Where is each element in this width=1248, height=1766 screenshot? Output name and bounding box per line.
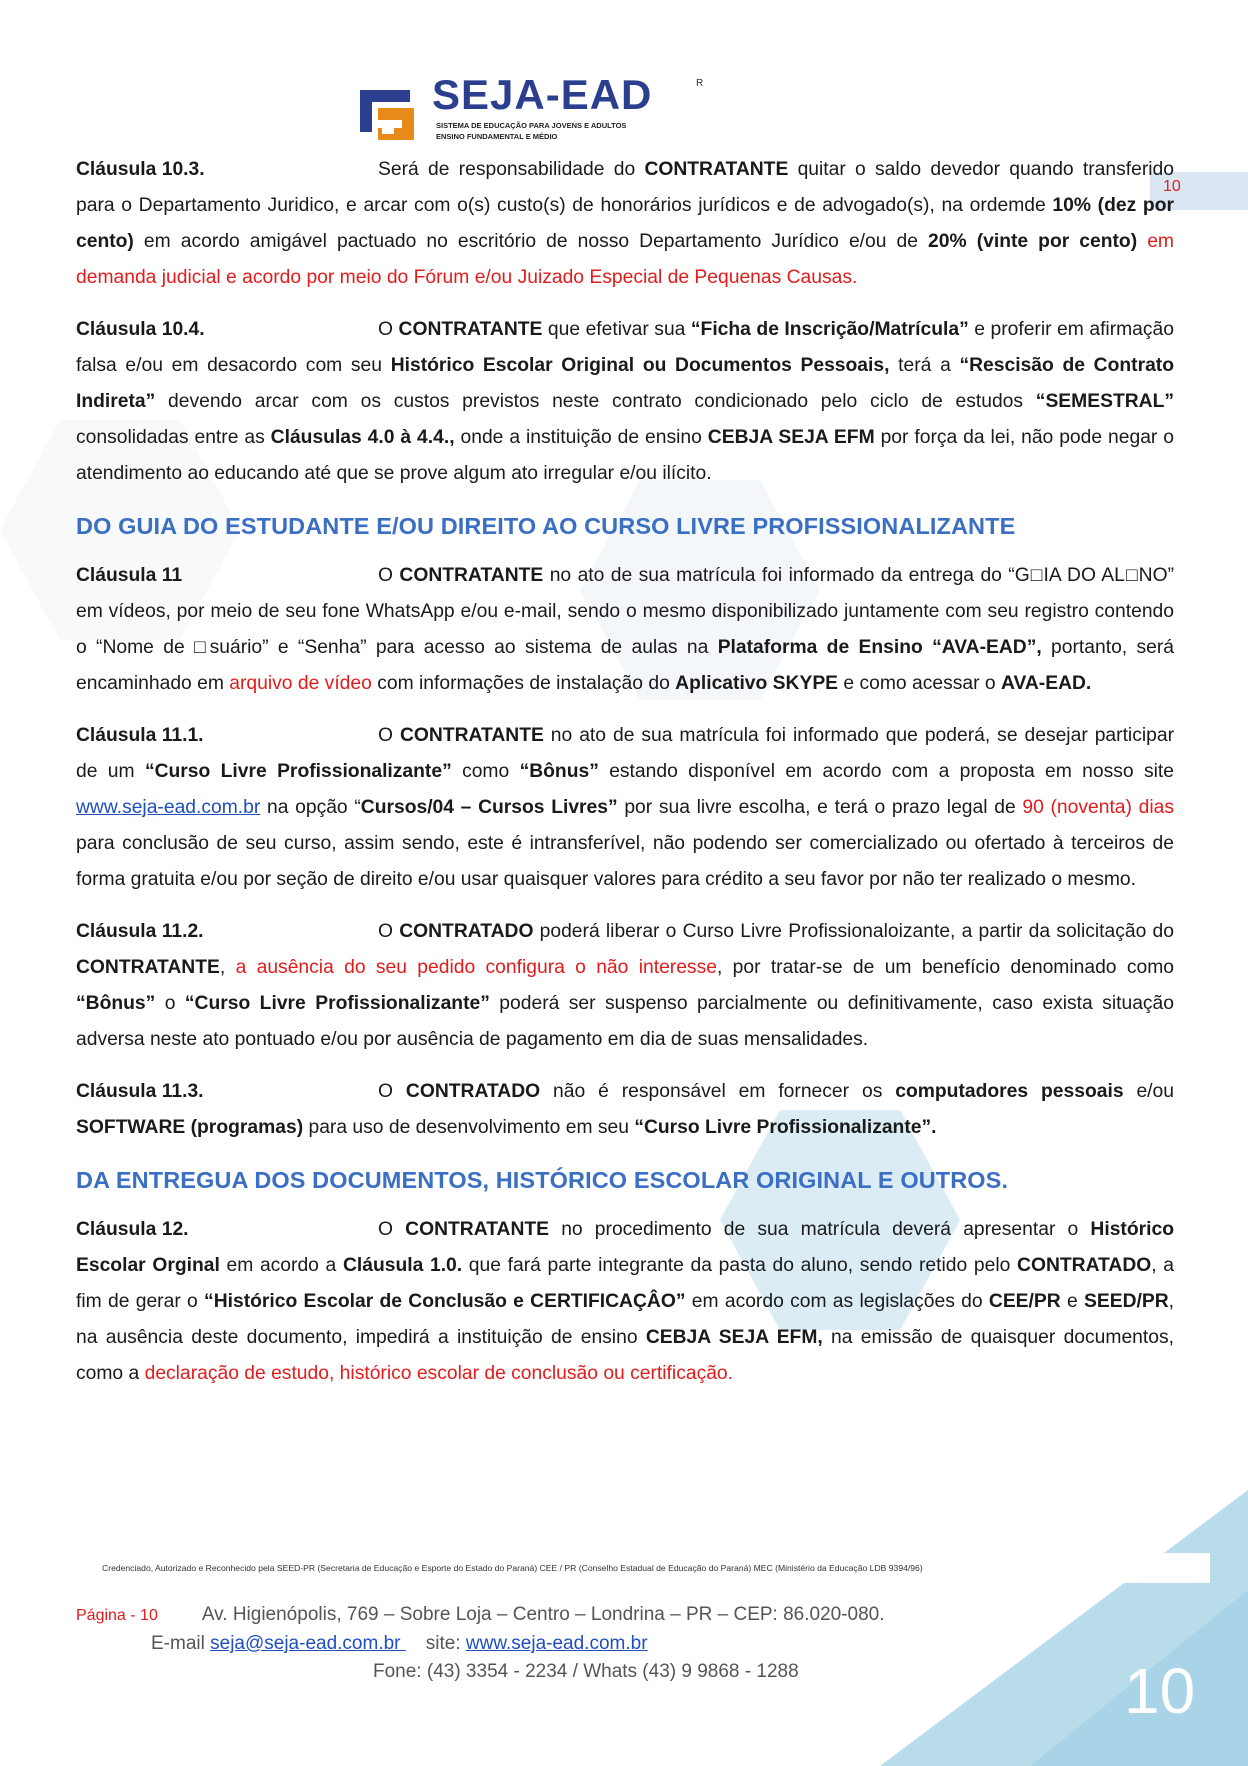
bold-text: CONTRATADO — [1017, 1255, 1152, 1276]
clause-label: Cláusula 10.3. — [76, 159, 205, 180]
bold-text: Plataforma de Ensino “AVA-EAD”, — [717, 637, 1042, 658]
logo-mark-icon — [352, 82, 422, 144]
text: no procedimento de sua matrícula deverá apresentar o — [549, 1219, 1091, 1240]
bold-text: SEED/PR — [1084, 1291, 1169, 1312]
site-link[interactable]: www.seja-ead.com.br — [76, 797, 261, 818]
bold-text: CONTRATANTE — [399, 725, 544, 746]
bold-text: AVA-EAD. — [1000, 673, 1092, 694]
site-label: site: — [425, 1633, 466, 1654]
text: na emissão de quaisquer documentos, como a — [76, 1327, 1174, 1384]
bold-text: “Rescisão de Contrato Indireta” — [76, 355, 1174, 412]
text: no ato de sua matrícula foi informado da entrega do “G□IA DO AL□NO” em vídeos, por meio de seu fone WhatsApp e/ou e-mail, sendo o mesmo disponibilizado juntamente com seu registro contendo o “Nome de □suário” e “Senha” para acesso ao sistema de aulas na — [76, 565, 1174, 658]
clause-11-2 — [76, 914, 1174, 1058]
text: para conclusão de seu curso, assim sendo, este é intransferível, não podendo ser comercializado ou ofertado à terceiros de forma gratuita e/ou por seção de direito e/ou usar quaisquer valores para crédito a seu favor por não ter realizado o mesmo. — [76, 833, 1174, 890]
text: consolidadas entre as — [76, 427, 271, 448]
bold-text: Cláusula 1.0. — [342, 1255, 463, 1276]
bold-text: 20% (vinte por cento) — [928, 231, 1138, 252]
text: , — [219, 957, 236, 978]
address: Av. Higienópolis, 769 – Sobre Loja – Centro – Londrina – PR – CEP: 86.020-080. — [201, 1604, 885, 1625]
clause-10-3 — [76, 152, 1174, 296]
phone: Fone: (43) 3354 - 2234 / Whats (43) 9 9868 - 1288 — [373, 1661, 799, 1682]
highlight-text: arquivo de vídeo — [229, 673, 372, 694]
bold-text: CEBJA SEJA EFM — [707, 427, 875, 448]
highlight-text: em demanda judicial e acordo por meio do Fórum e/ou Juizado Especial de Pequenas Causas. — [76, 231, 1174, 288]
logo-subtitle-line: SISTEMA DE EDUCAÇÃO PARA JOVENS E ADULTOS — [436, 121, 627, 130]
bold-text: CONTRATANTE — [398, 319, 543, 340]
text: , a fim de gerar o — [76, 1255, 1174, 1312]
text: para uso de desenvolvimento em seu — [303, 1117, 635, 1138]
page-label: Página - 10 — [76, 1607, 158, 1624]
bold-text: “Bônus” — [519, 761, 599, 782]
text: poderá liberar o Curso Livre Profissionaloizante, a partir da solicitação do — [533, 921, 1174, 942]
bold-text: Histórico Escolar Original ou Documentos Pessoais, — [390, 355, 890, 376]
text: O — [378, 319, 399, 340]
text: como — [451, 761, 520, 782]
clause-11-1 — [76, 718, 1174, 898]
bold-text: 10% (dez por cento) — [76, 195, 1174, 252]
text: e como acessar o — [838, 673, 1001, 694]
bold-text: “Curso Livre Profissionalizante”. — [634, 1117, 937, 1138]
clause-label: Cláusula 11 — [76, 565, 183, 586]
highlight-text: declaração de estudo, histórico escolar de conclusão ou certificação. — [144, 1363, 734, 1384]
text: não é responsável em fornecer os — [540, 1081, 896, 1102]
bold-text: CONTRATANTE — [405, 1219, 550, 1240]
clause-label: Cláusula 10.4. — [76, 319, 205, 340]
bold-text: CEBJA SEJA EFM, — [645, 1327, 823, 1348]
highlight-text: a ausência do seu pedido configura o não interesse — [235, 957, 717, 978]
bold-text: “Ficha de Inscrição/Matrícula” — [690, 319, 969, 340]
footer-line-contact — [76, 1630, 976, 1658]
logo-registered-mark: R — [696, 78, 704, 89]
text: O — [378, 725, 400, 746]
text: , na ausência deste documento, impedirá a instituição de ensino — [76, 1291, 1175, 1348]
email-link[interactable]: seja@seja-ead.com.br — [210, 1633, 406, 1654]
bold-text: Cursos/04 – Cursos Livres” — [360, 797, 618, 818]
page-number-large: 10 — [1124, 1655, 1196, 1727]
clause-label: Cláusula 11.1. — [76, 725, 204, 746]
bold-text: “Curso Livre Profissionalizante” — [144, 761, 452, 782]
text: em acordo com as legislações do — [685, 1291, 989, 1312]
bold-text: Cláusulas 4.0 à 4.4., — [270, 427, 455, 448]
clause-11 — [76, 558, 1174, 702]
text: quitar o saldo devedor quando transferido para o Departamento Juridico, e arcar com o(s) custo(s) de honorários jurídicos e de advogado(s), na ordemde — [76, 159, 1174, 216]
clause-label: Cláusula 11.2. — [76, 921, 204, 942]
bold-text: SOFTWARE (programas) — [76, 1117, 304, 1138]
highlight-text: 90 (noventa) dias — [1022, 797, 1174, 818]
bold-text: CEE/PR — [988, 1291, 1061, 1312]
text: que fará parte integrante da pasta do aluno, sendo retido pelo — [462, 1255, 1018, 1276]
bold-text: CONTRATADO — [399, 921, 534, 942]
text: onde a instituição de ensino — [454, 427, 708, 448]
text: por força da lei, não pode negar o atendimento ao educando até que se prove algum ato irregular e/ou ilícito. — [76, 427, 1174, 484]
bold-text: CONTRATANTE — [644, 159, 789, 180]
bold-text: computadores pessoais — [895, 1081, 1124, 1102]
logo-subtitle — [436, 120, 626, 142]
clause-11-3 — [76, 1074, 1174, 1146]
text: que efetivar sua — [542, 319, 691, 340]
text: estando disponível em acordo com a proposta em nosso site — [598, 761, 1174, 782]
bold-text: “Histórico Escolar de Conclusão e CERTIFICAÇÂO” — [204, 1291, 686, 1312]
bold-text: CONTRATANTE — [399, 565, 544, 586]
text: poderá ser suspenso parcialmente ou definitivamente, caso exista situação adversa neste ato pontuado e/ou por ausência de pagamento em dia de suas mensalidades. — [76, 993, 1175, 1050]
text: com informações de instalação do — [371, 673, 676, 694]
text: terá a — [889, 355, 960, 376]
text: O — [378, 565, 400, 586]
bold-text: Histórico Escolar Orginal — [76, 1219, 1174, 1276]
text: e — [1060, 1291, 1084, 1312]
text: Será de responsabilidade do — [378, 159, 645, 180]
text: O — [378, 921, 400, 942]
text: , por tratar-se de um benefício denominado como — [716, 957, 1174, 978]
footer-site-link[interactable]: www.seja-ead.com.br — [465, 1633, 648, 1654]
email-label: E-mail — [151, 1633, 211, 1654]
accreditation-note: Credenciado, Autorizado e Reconhecido pela SEED-PR (Secretaria de Educação e Esporte do Estado do Paraná) CEE / PR (Conselho Estadual de Educação do Paraná) MEC (Ministério da Educação LDB 9394/96) — [102, 1563, 923, 1573]
bold-text: “SEMESTRAL” — [1035, 391, 1174, 412]
text: O — [378, 1219, 406, 1240]
footer-line-address — [76, 1601, 976, 1630]
bold-text: CONTRATADO — [405, 1081, 541, 1102]
text: e/ou — [1123, 1081, 1174, 1102]
clause-label: Cláusula 12. — [76, 1219, 189, 1240]
bold-text: Aplicativo SKYPE — [675, 673, 839, 694]
bold-text: CONTRATANTE — [76, 957, 220, 978]
section-heading-guia: DO GUIA DO ESTUDANTE E/OU DIREITO AO CURSO LIVRE PROFISSIONALIZANTE — [76, 513, 1016, 539]
text: na opção “ — [260, 797, 361, 818]
document-body — [76, 152, 1174, 1408]
text: por sua livre escolha, e terá o prazo legal de — [617, 797, 1023, 818]
page-number-top: 10 — [1163, 178, 1181, 195]
clause-12 — [76, 1212, 1174, 1392]
text: devendo arcar com os custos previstos neste contrato condicionado pelo ciclo de estudos — [155, 391, 1036, 412]
footer — [76, 1601, 976, 1686]
logo — [352, 71, 712, 146]
text: no ato de sua matrícula foi informado que poderá, se desejar participar de um — [76, 725, 1174, 782]
bold-text: “Bônus” — [76, 993, 156, 1014]
logo-subtitle-line: ENSINO FUNDAMENTAL E MÉDIO — [436, 132, 558, 141]
text: o — [155, 993, 185, 1014]
section-heading-documentos: DA ENTREGUA DOS DOCUMENTOS, HISTÓRICO ESCOLAR ORIGINAL E OUTROS. — [76, 1167, 1009, 1193]
text: e proferir em afirmação falsa e/ou em desacordo com seu — [76, 319, 1174, 376]
text: O — [378, 1081, 406, 1102]
text: em acordo amigável pactuado no escritório de nosso Departamento Jurídico e/ou de — [133, 231, 929, 252]
clause-label: Cláusula 11.3. — [76, 1081, 204, 1102]
text: portanto, será encaminhado em — [76, 637, 1174, 694]
bold-text: “Curso Livre Profissionalizante” — [184, 993, 490, 1014]
clause-10-4 — [76, 312, 1174, 492]
text: em acordo a — [219, 1255, 343, 1276]
logo-title: SEJA-EAD — [432, 71, 653, 118]
